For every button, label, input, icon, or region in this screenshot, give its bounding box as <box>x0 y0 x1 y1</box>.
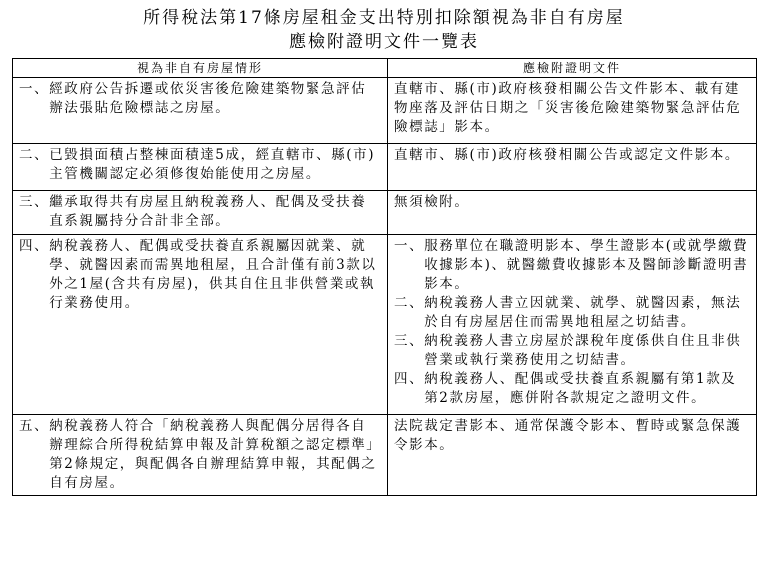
item-number: 二、 <box>19 147 50 163</box>
situation-text: 納稅義務人、配偶或受扶養直系親屬因就業、就學、就醫因素而需異地租屋，且合計僅有前3款以外之1屋(含共有房屋)，供其自住且非供營業或執行業務使用。 <box>49 238 377 311</box>
situation-cell <box>13 415 388 496</box>
item-number: 四、 <box>19 238 50 254</box>
sub-item-text: 納稅義務人書立因就業、就學、就醫因素，無法於自有房屋居住而需異地租屋之切結書。 <box>424 295 742 330</box>
table-row <box>13 235 757 415</box>
item-number: 一、 <box>19 81 50 97</box>
table-row <box>13 144 757 191</box>
situation-text: 已毀損面積占整棟面積達5成，經直轄市、縣(市)主管機關認定必須修復始能使用之房屋。 <box>49 147 376 182</box>
table-row <box>13 78 757 144</box>
item-number: 五、 <box>19 418 50 434</box>
list-item <box>394 332 750 370</box>
documents-cell: 法院裁定書影本、通常保護令影本、暫時或緊急保護令影本。 <box>388 415 757 496</box>
document-subtitle: 應檢附證明文件一覽表 <box>289 32 479 52</box>
situation-text: 繼承取得共有房屋且納稅義務人、配偶及受扶養直系親屬持分合計非全部。 <box>49 194 367 229</box>
documents-cell: 無須檢附。 <box>388 191 757 235</box>
situation-cell <box>13 235 388 415</box>
sub-item-text: 服務單位在職證明影本、學生證影本(或就學繳費收據影本)、就醫繳費收據影本及醫師診斷證明書影本。 <box>424 238 749 292</box>
list-item <box>394 370 750 408</box>
situation-text: 經政府公告拆遷或依災害後危險建築物緊急評估辦法張貼危險標誌之房屋。 <box>49 81 367 116</box>
item-number: 三、 <box>19 194 50 210</box>
list-item <box>394 294 750 332</box>
documents-cell: 直轄市、縣(市)政府核發相關公告或認定文件影本。 <box>388 144 757 191</box>
sub-item-number: 一、 <box>394 238 425 254</box>
sub-item-number: 三、 <box>394 333 425 349</box>
list-item <box>394 237 750 294</box>
documents-list <box>394 237 750 408</box>
table-row <box>13 415 757 496</box>
documents-cell <box>388 235 757 415</box>
situation-cell <box>13 191 388 235</box>
sub-item-text: 納稅義務人、配偶或受扶養直系親屬有第1款及第2款房屋，應併附各款規定之證明文件。 <box>424 371 737 406</box>
situation-text: 納稅義務人符合「納稅義務人與配偶分居得各自辦理綜合所得稅結算申報及計算稅額之認定標準」第2條規定，與配偶各自辦理結算申報，其配偶之自有房屋。 <box>49 418 377 491</box>
situation-cell <box>13 78 388 144</box>
situation-cell <box>13 144 388 191</box>
document-title: 所得稅法第17條房屋租金支出特別扣除額視為非自有房屋 <box>143 8 625 28</box>
header-situation: 視為非自有房屋情形 <box>13 59 388 78</box>
requirements-table <box>12 58 757 496</box>
table-header-row <box>13 59 757 78</box>
header-documents: 應檢附證明文件 <box>388 59 757 78</box>
sub-item-text: 納稅義務人書立房屋於課稅年度係供自住且非供營業或執行業務使用之切結書。 <box>424 333 742 368</box>
sub-item-number: 二、 <box>394 295 425 311</box>
table-row <box>13 191 757 235</box>
documents-cell: 直轄市、縣(市)政府核發相關公告文件影本、載有建物座落及評估日期之「災害後危險建築物緊急評估危險標誌」影本。 <box>388 78 757 144</box>
sub-item-number: 四、 <box>394 371 425 387</box>
